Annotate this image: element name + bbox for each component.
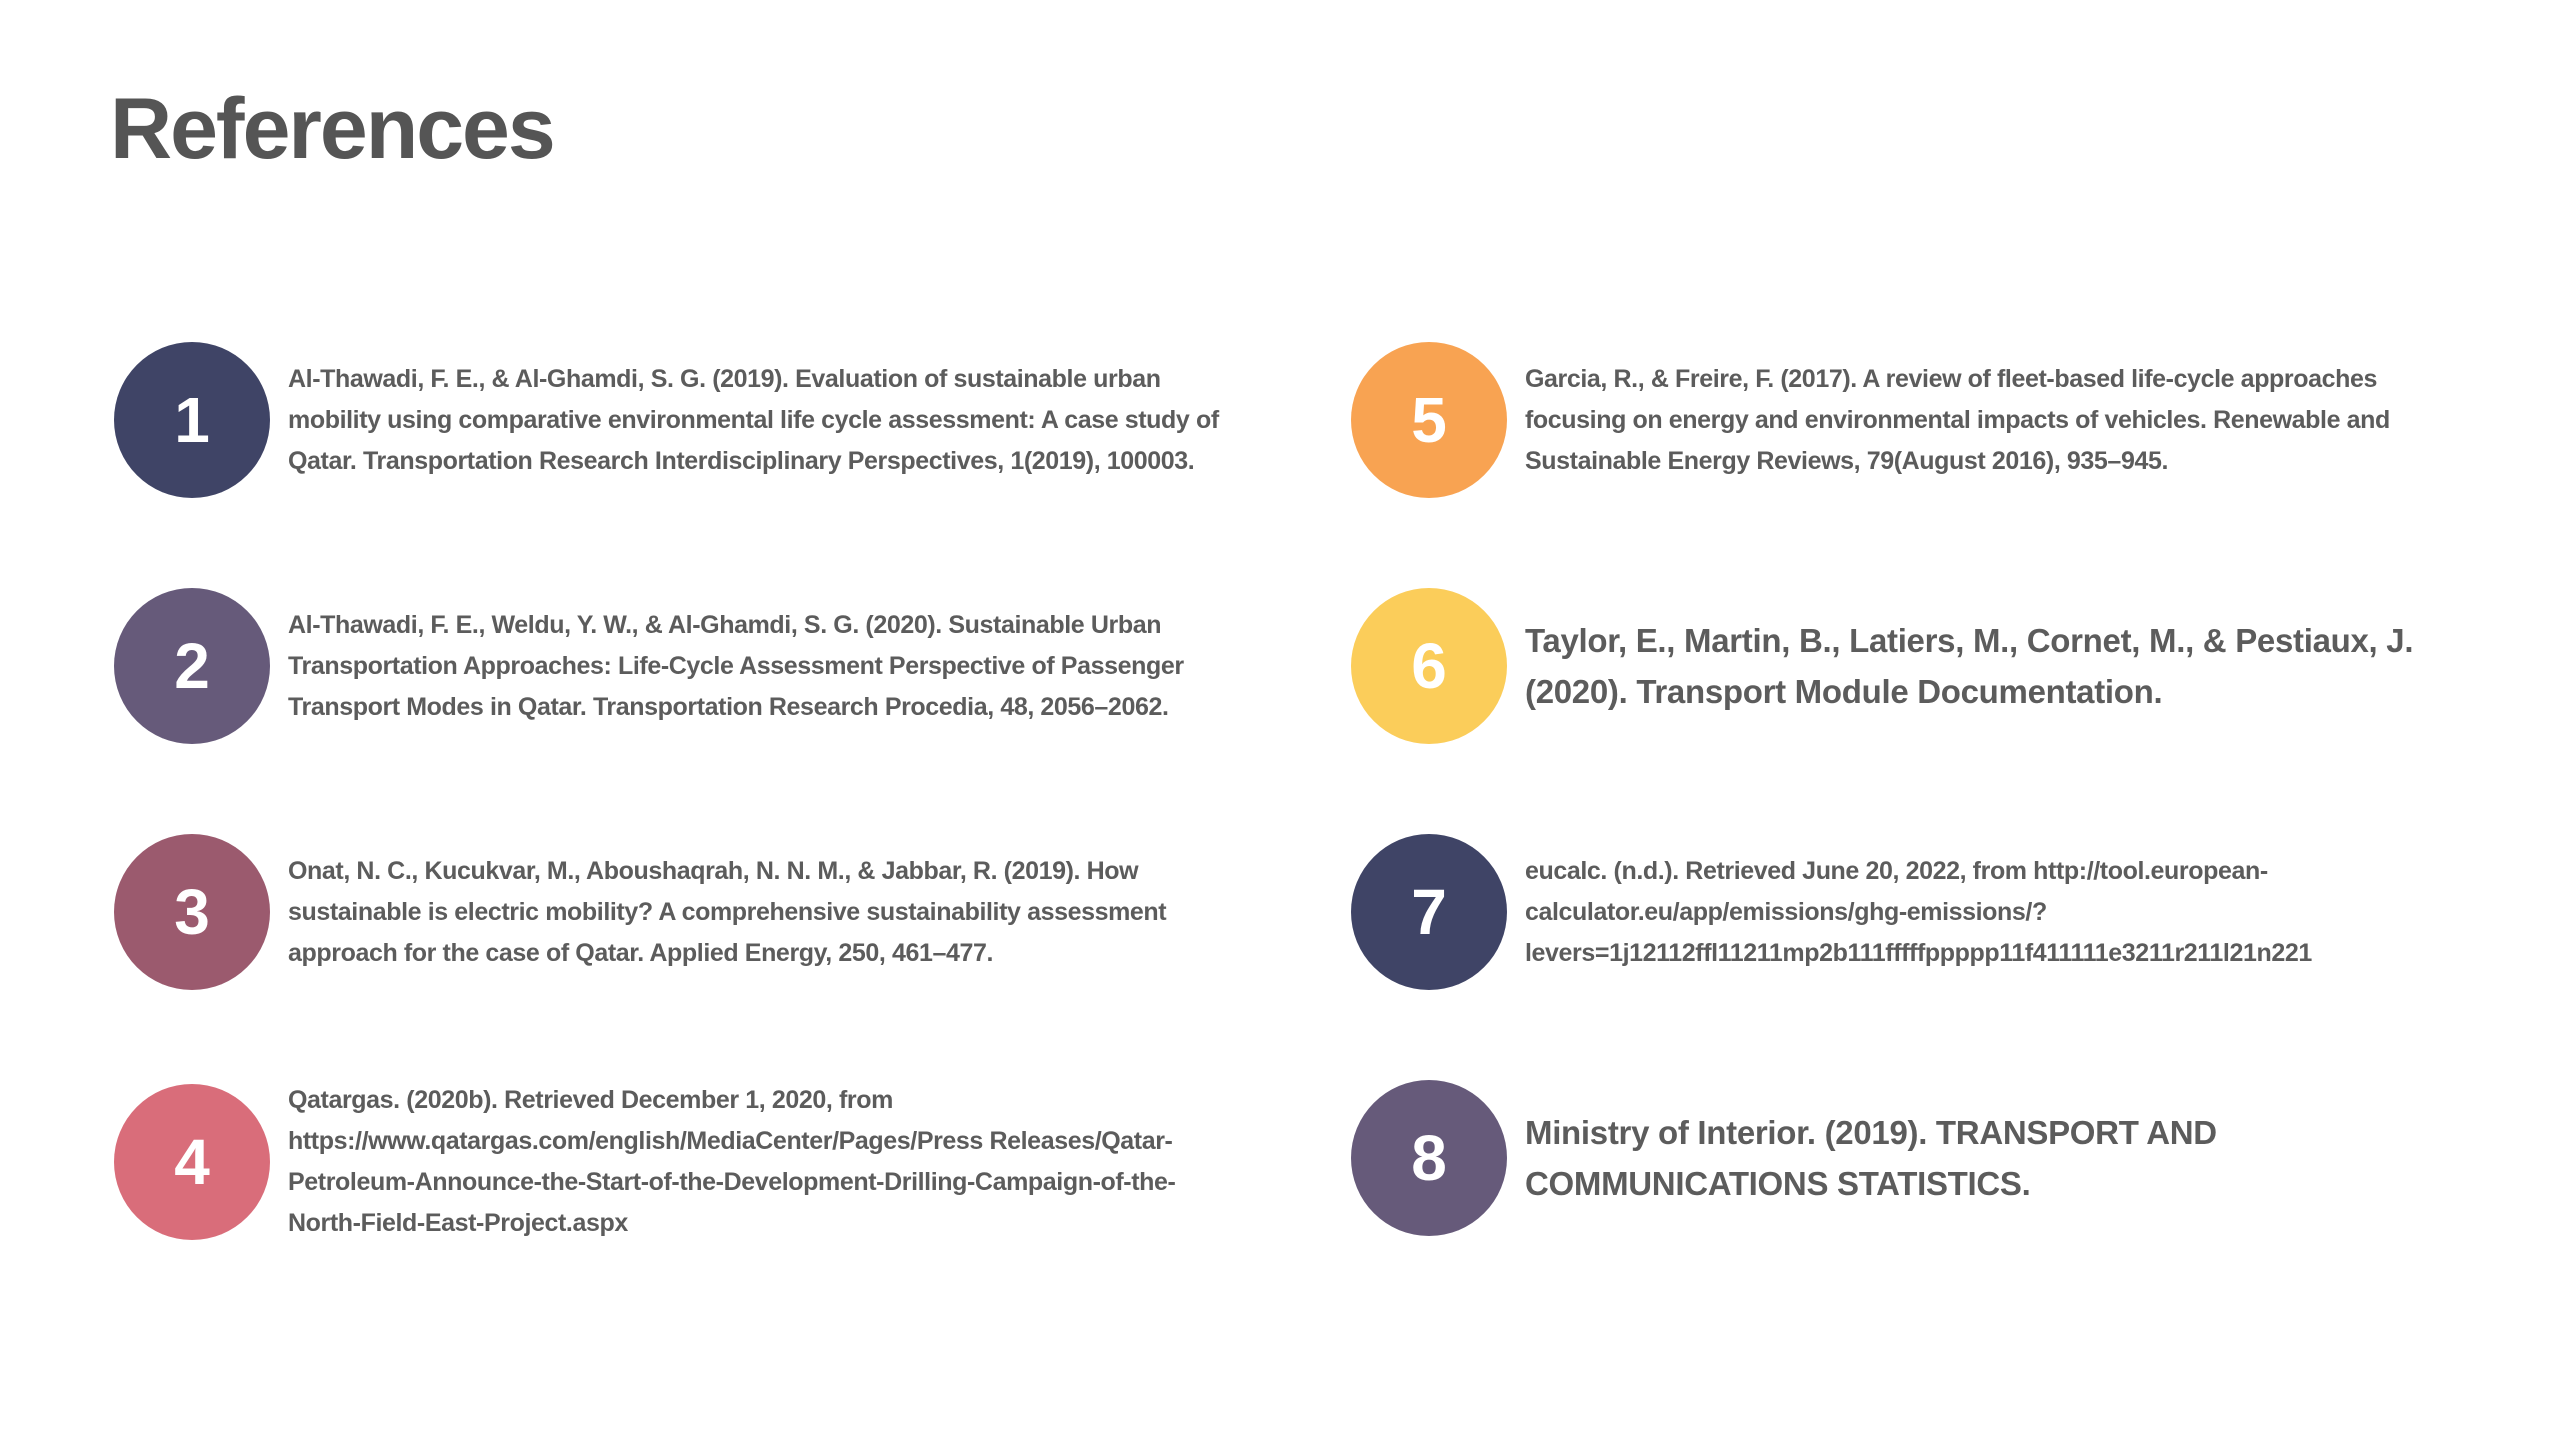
reference-item-7 bbox=[1351, 834, 2471, 990]
reference-item-3 bbox=[114, 834, 1234, 990]
reference-text: Onat, N. C., Kucukvar, M., Aboushaqrah, N. N. M., & Jabbar, R. (2019). How sustainable is electric mobility? A comprehensive sustainability assessment approach for the case of Qatar. Applied Energy, 250, 461–477. bbox=[288, 856, 1167, 967]
number-badge: 1 bbox=[114, 342, 270, 498]
reference-item-2 bbox=[114, 588, 1234, 744]
reference-text: Ministry of Interior. (2019). TRANSPORT AND COMMUNICATIONS STATISTICS. bbox=[1525, 1114, 2217, 1202]
reference-item-5 bbox=[1351, 342, 2471, 498]
reference-item-8 bbox=[1351, 1080, 2471, 1236]
reference-text: Garcia, R., & Freire, F. (2017). A review of fleet-based life-cycle approaches focusing on energy and environmental impacts of vehicles. Renewable and Sustainable Energy Reviews, 79(August 2016), 935–945. bbox=[1525, 364, 2390, 475]
reference-item-6 bbox=[1351, 588, 2471, 744]
number-badge: 2 bbox=[114, 588, 270, 744]
reference-item-1 bbox=[114, 342, 1234, 498]
number-badge: 6 bbox=[1351, 588, 1507, 744]
number-badge: 3 bbox=[114, 834, 270, 990]
number-badge: 5 bbox=[1351, 342, 1507, 498]
number-badge: 4 bbox=[114, 1084, 270, 1240]
number-badge: 8 bbox=[1351, 1080, 1507, 1236]
reference-text: eucalc. (n.d.). Retrieved June 20, 2022, from http://tool.european-calculator.eu/app/emissions/ghg-emissions/?levers=1j12112ffl11211mp2b111fffffppppp11f411111e3211r211l21n221 bbox=[1525, 856, 2312, 967]
reference-text: Taylor, E., Martin, B., Latiers, M., Cornet, M., & Pestiaux, J. (2020). Transport Module Documentation. bbox=[1525, 622, 2414, 710]
page-title: References bbox=[110, 81, 554, 177]
reference-text: Al-Thawadi, F. E., & Al-Ghamdi, S. G. (2019). Evaluation of sustainable urban mobility using comparative environmental life cycle assessment: A case study of Qatar. Transportation Research Interdisciplinary Perspectives, 1(2019), 100003. bbox=[288, 364, 1219, 475]
reference-item-4 bbox=[114, 1080, 1234, 1244]
reference-text: Qatargas. (2020b). Retrieved December 1, 2020, from https://www.qatargas.com/english/MediaCenter/Pages/Press Releases/Qatar-Petroleum-Announce-the-Start-of-the-Development-Drilling-Campaign-of-the-North-Field-East-Project.aspx bbox=[288, 1086, 1176, 1237]
reference-text: Al-Thawadi, F. E., Weldu, Y. W., & Al-Ghamdi, S. G. (2020). Sustainable Urban Transportation Approaches: Life-Cycle Assessment Perspective of Passenger Transport Modes in Qatar. Transportation Research Procedia, 48, 2056–2062. bbox=[288, 610, 1184, 721]
number-badge: 7 bbox=[1351, 834, 1507, 990]
